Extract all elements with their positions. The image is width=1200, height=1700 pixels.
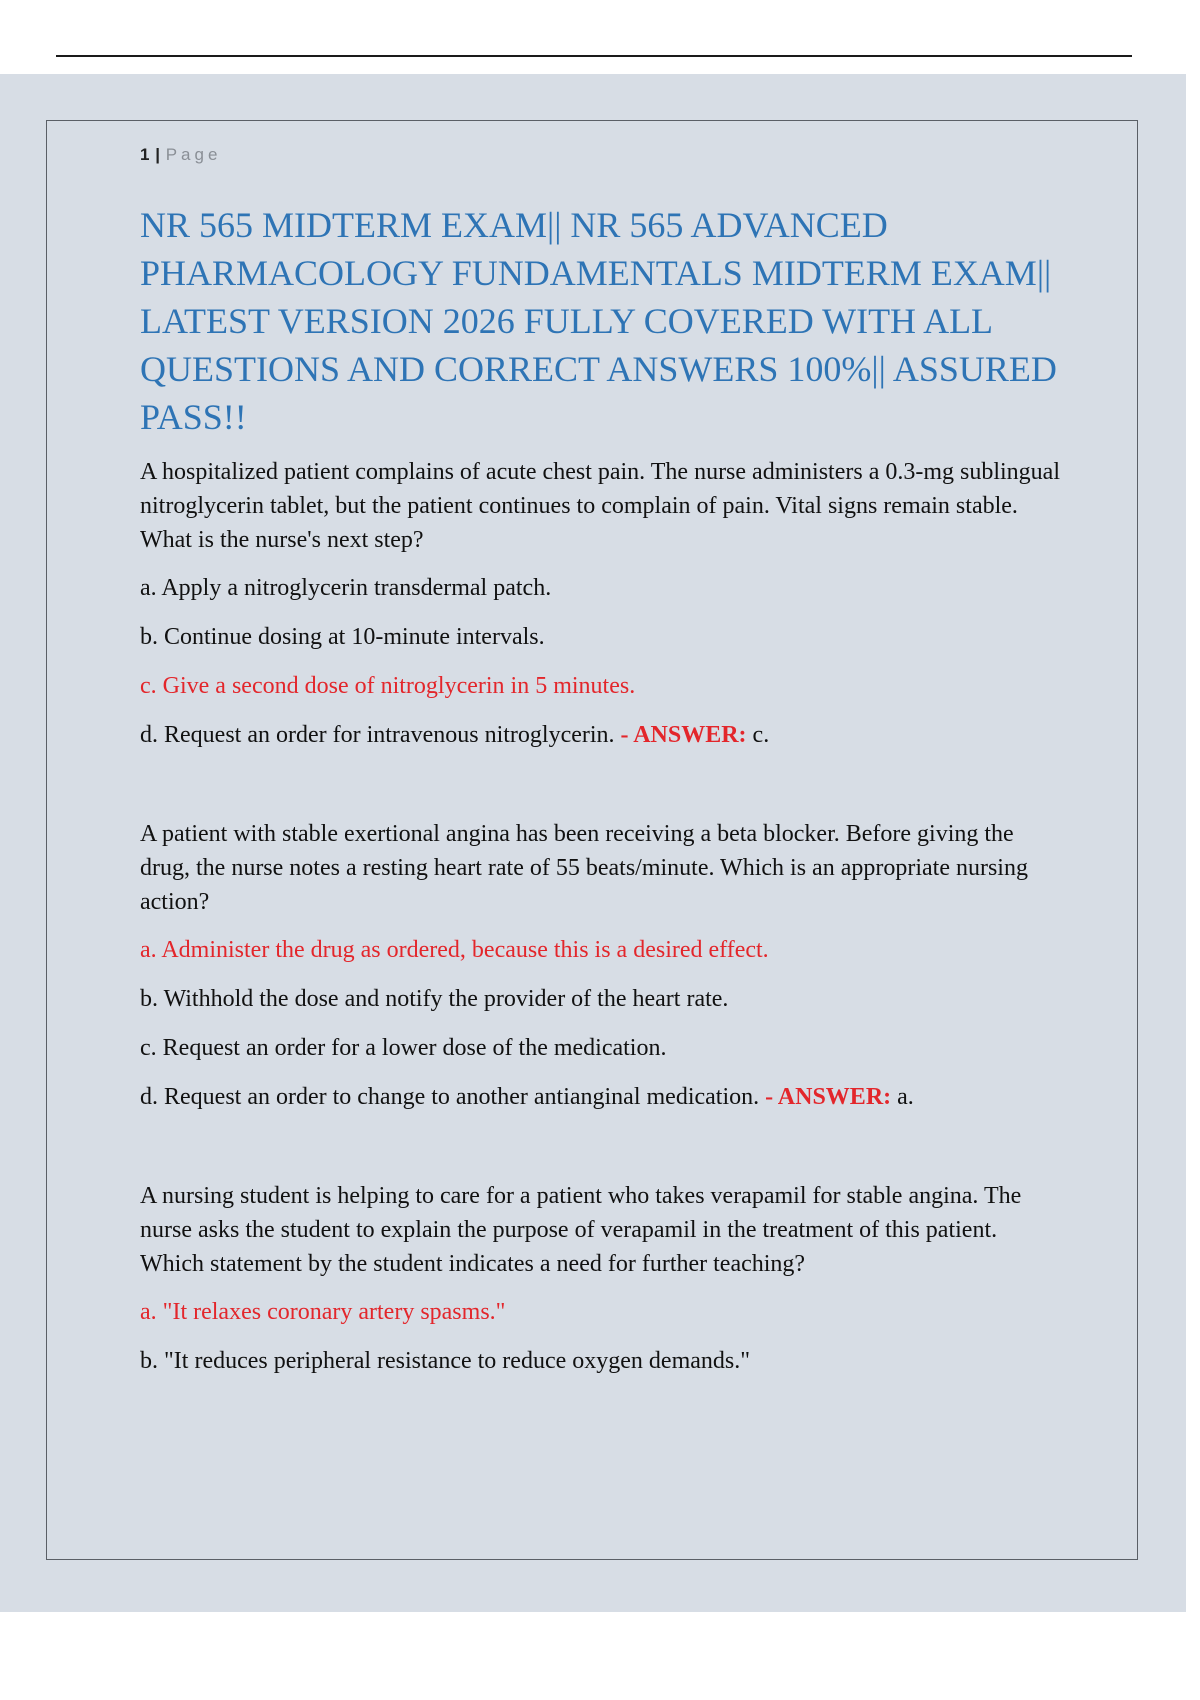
option-b: b. Continue dosing at 10-minute intervals. [140, 624, 545, 650]
option-b: b. "It reduces peripheral resistance to reduce oxygen demands." [140, 1348, 751, 1374]
option-c-correct: c. Give a second dose of nitroglycerin in 5 minutes. [140, 673, 636, 699]
option-a: a. Apply a nitroglycerin transdermal patch. [140, 575, 552, 601]
option-a-correct: a. "It relaxes coronary artery spasms." [140, 1299, 506, 1325]
question-1 [140, 455, 1060, 752]
option-d-text: d. Request an order for intravenous nitroglycerin. [140, 722, 615, 748]
option-c: c. Request an order for a lower dose of the medication. [140, 1035, 667, 1061]
question-text: A nursing student is helping to care for a patient who takes verapamil for stable angina. The nurse asks the student to explain the purpose of verapamil in the treatment of this patient. Which statement by the student indicates a need for further teaching? [140, 1183, 1022, 1277]
answer-value: a. [897, 1084, 914, 1110]
option-d [140, 718, 1060, 752]
question-2 [140, 817, 1060, 1114]
spacer [140, 767, 1060, 817]
question-text: A hospitalized patient complains of acute chest pain. The nurse administers a 0.3-mg sublingual nitroglycerin tablet, but the patient continues to complain of pain. Vital signs remain stable. What is the nurse's next step? [140, 459, 1061, 553]
document-content [140, 145, 1060, 1393]
document-title: NR 565 MIDTERM EXAM|| NR 565 ADVANCED PHARMACOLOGY FUNDAMENTALS MIDTERM EXAM|| LATEST VERSION 2026 FULLY COVERED WITH ALL QUESTIONS AND CORRECT ANSWERS 100%|| ASSURED PASS!! [140, 205, 1057, 437]
answer-value: c. [752, 722, 770, 748]
page-number: 1 [140, 145, 150, 164]
option-d [140, 1080, 1060, 1114]
top-rule [56, 55, 1132, 57]
question-3 [140, 1179, 1060, 1378]
page-word: Page [165, 145, 222, 164]
option-d-text: d. Request an order to change to another antianginal medication. [140, 1084, 760, 1110]
option-a-correct: a. Administer the drug as ordered, because this is a desired effect. [140, 937, 769, 963]
page-separator: | [155, 145, 161, 164]
answer-label: - ANSWER: [620, 722, 747, 748]
option-b: b. Withhold the dose and notify the provider of the heart rate. [140, 986, 729, 1012]
page-number-header [140, 145, 1060, 165]
answer-label: - ANSWER: [765, 1084, 892, 1110]
question-text: A patient with stable exertional angina has been receiving a beta blocker. Before giving the drug, the nurse notes a resting heart rate of 55 beats/minute. Which is an appropriate nursing action? [140, 821, 1028, 915]
spacer [140, 1129, 1060, 1179]
